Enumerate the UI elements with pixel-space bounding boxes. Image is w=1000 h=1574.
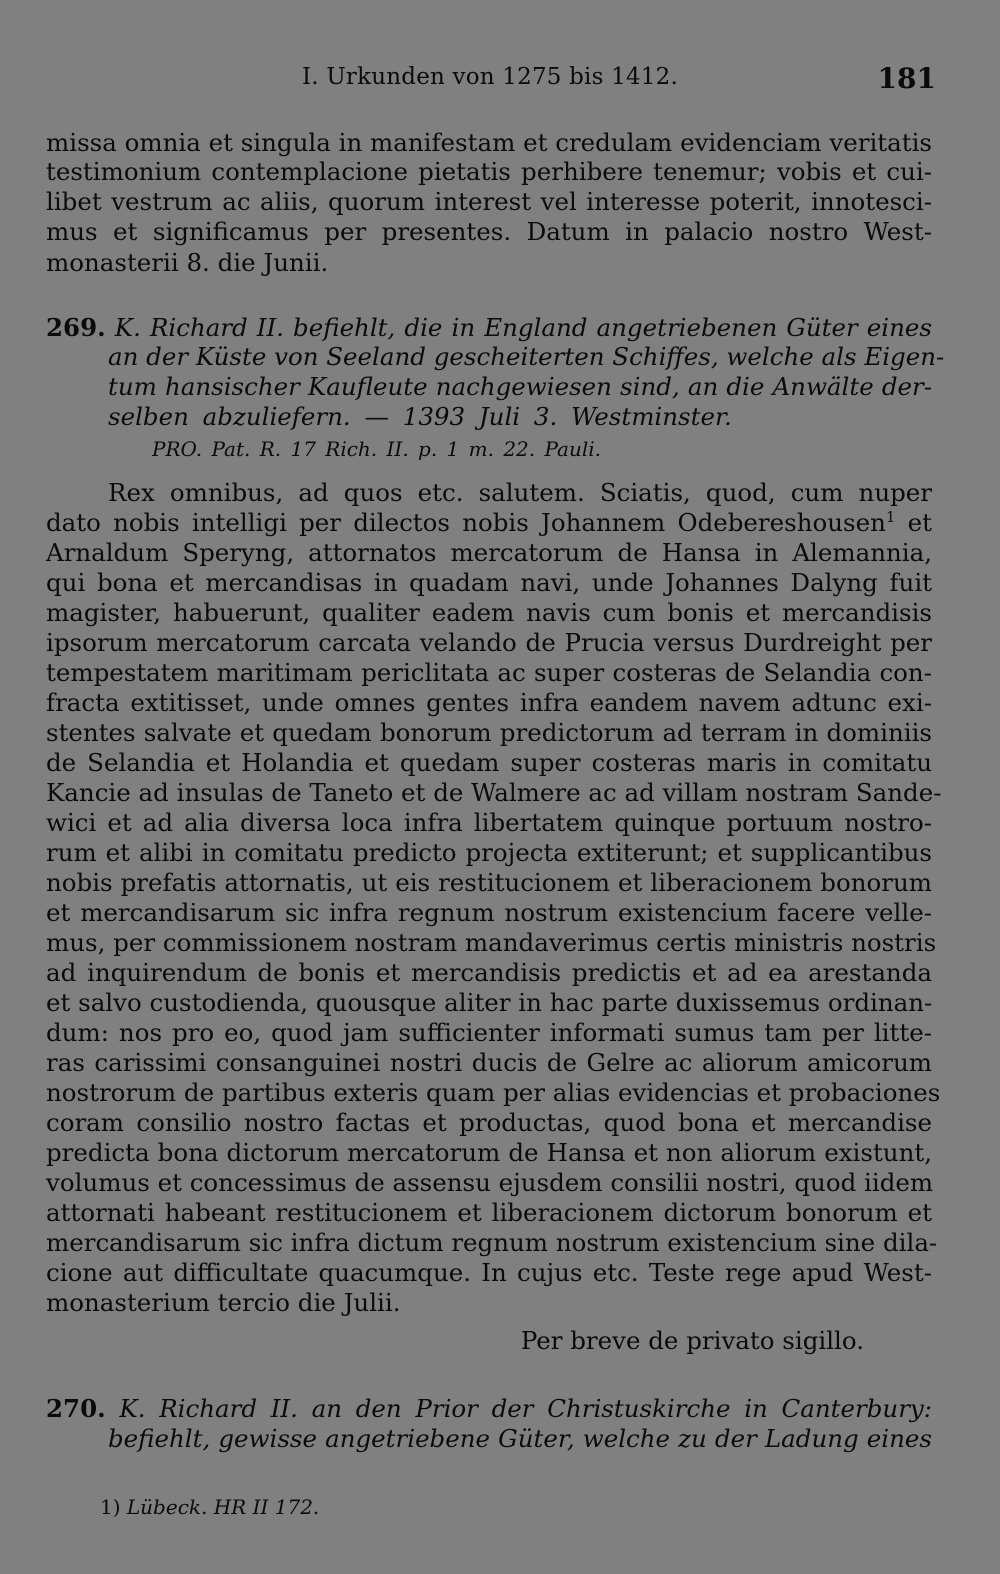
footnote: [100, 1494, 319, 1520]
regest-line-first: [46, 313, 932, 343]
source-reference: PRO. Pat. R. 17 Rich. II. p. 1 m. 22. Pauli.: [152, 437, 601, 461]
regest-text: K. Richard II. an den Prior der Christuskirche in Canterbury:: [119, 1394, 932, 1423]
text-segment: dato nobis intelligi per dilectos nobis Johannem Odebereshousen: [46, 508, 886, 537]
text-line: coram consilio nostro factas et productas, quod bona et mercandise: [46, 1108, 932, 1137]
text-line: ras carissimi consanguinei nostri ducis de Gelre ac aliorum amicorum: [46, 1048, 932, 1077]
text-line: Arnaldum Speryng, attornatos mercatorum de Hansa in Alemannia,: [46, 538, 932, 567]
regest-line: befiehlt, gewisse angetriebene Güter, welche zu der Ladung eines: [108, 1424, 932, 1453]
page-number: 181: [877, 62, 936, 95]
text-line: monasterii 8. die Junii.: [46, 248, 329, 277]
text-line: predicta bona dictorum mercatorum de Hansa et non aliorum existunt,: [46, 1138, 932, 1167]
text-line: Rex omnibus, ad quos etc. salutem. Sciatis, quod, cum nuper: [108, 478, 932, 507]
text-line: cione aut difficultate quacumque. In cujus etc. Teste rege apud West-: [46, 1258, 932, 1287]
text-line: nostrorum de partibus exteris quam per alias evidencias et probaciones: [46, 1078, 941, 1107]
regest-line-first: [46, 1394, 932, 1424]
text-line: Kancie ad insulas de Taneto et de Walmere ac ad villam nostram Sande-: [46, 778, 942, 807]
text-line: qui bona et mercandisas in quadam navi, unde Johannes Dalyng fuit: [46, 568, 932, 597]
text-line: dum: nos pro eo, quod jam sufficienter informati sumus tam per litte-: [46, 1018, 932, 1047]
text-line: rum et alibi in comitatu predicto projecta extiterunt; et supplicantibus: [46, 838, 932, 867]
text-line: nobis prefatis attornatis, ut eis restitucionem et liberacionem bonorum: [46, 868, 932, 897]
text-line-with-footnote: [46, 508, 932, 538]
text-line: monasterium tercio die Julii.: [46, 1288, 401, 1317]
footnote-number: 1): [100, 1495, 121, 1519]
text-line: ad inquirendum de bonis et mercandisis predictis et ad ea arestanda: [46, 958, 932, 987]
text-line: mercandisarum sic infra dictum regnum nostrum existencium sine dila-: [46, 1228, 938, 1257]
regest-line: an der Küste von Seeland gescheiterten Schiffes, welche als Eigen-: [108, 342, 945, 371]
entry-number: 270.: [46, 1394, 106, 1423]
running-title: I. Urkunden von 1275 bis 1412.: [302, 64, 678, 90]
text-line: missa omnia et singula in manifestam et credulam evidenciam veritatis: [46, 128, 932, 157]
regest-text: K. Richard II. befiehlt, die in England angetriebenen Güter eines: [114, 313, 932, 342]
text-line: et salvo custodienda, quousque aliter in hac parte duxissemus ordinan-: [46, 988, 933, 1017]
entry-number: 269.: [46, 313, 106, 342]
text-segment: et: [895, 508, 932, 537]
text-line: wici et ad alia diversa loca infra libertatem quinque portuum nostro-: [46, 808, 932, 837]
text-line: mus et significamus per presentes. Datum in palacio nostro West-: [46, 217, 932, 246]
text-line: magister, habuerunt, qualiter eadem navis cum bonis et mercandisis: [46, 598, 932, 627]
text-line: fracta extitisset, unde omnes gentes infra eandem navem adtunc exi-: [46, 688, 932, 717]
text-line: attornati habeant restitucionem et liberacionem dictorum bonorum et: [46, 1198, 932, 1227]
text-line: libet vestrum ac aliis, quorum interest vel interesse poterit, innotesci-: [46, 187, 932, 216]
text-line: et mercandisarum sic infra regnum nostrum existencium facere velle-: [46, 898, 932, 927]
text-line: de Selandia et Holandia et quedam super costeras maris in comitatu: [46, 748, 932, 777]
text-line: ipsorum mercatorum carcata velando de Prucia versus Durdreight per: [46, 628, 932, 657]
text-line: tempestatem maritimam periclitata ac super costeras de Selandia con-: [46, 658, 932, 687]
closing-formula: Per breve de privato sigillo.: [520, 1326, 864, 1355]
page-header: [44, 64, 936, 98]
text-line: testimonium contemplacione pietatis perhibere tenemur; vobis et cui-: [46, 157, 932, 186]
footnote-text: Lübeck. HR II 172.: [126, 1495, 320, 1519]
regest-line: selben abzuliefern. — 1393 Juli 3. Westminster.: [108, 402, 732, 431]
text-line: stentes salvate et quedam bonorum predictorum ad terram in dominiis: [46, 718, 932, 747]
text-line: mus, per commissionem nostram mandaverimus certis ministris nostris: [46, 928, 937, 957]
footnote-marker: 1: [885, 508, 896, 526]
text-line: volumus et concessimus de assensu ejusdem consilii nostri, quod iidem: [46, 1168, 934, 1197]
regest-line: tum hansischer Kaufleute nachgewiesen sind, an die Anwälte der-: [108, 372, 932, 401]
